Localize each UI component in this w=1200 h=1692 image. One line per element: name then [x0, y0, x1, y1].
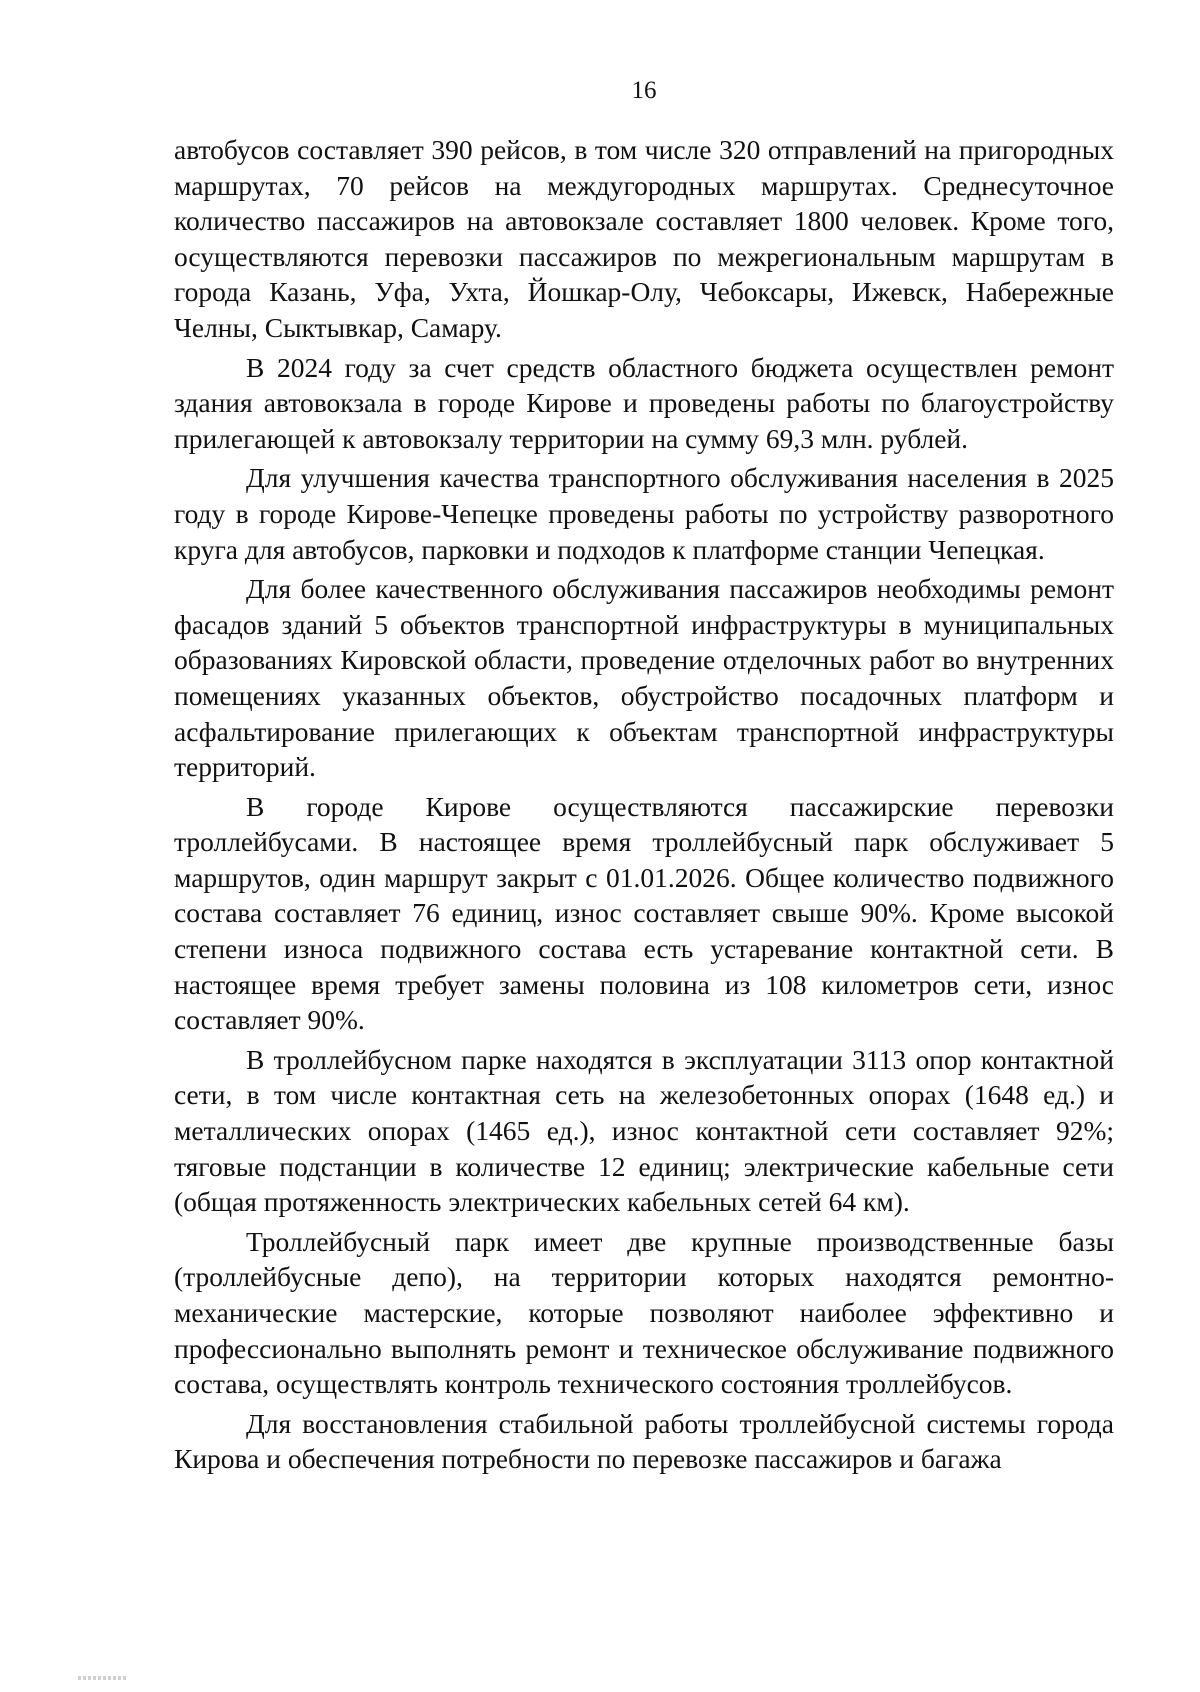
paragraph-contact-network: В троллейбусном парке находятся в эксплуатации 3113 опор контактной сети, в том числе контактная сеть на железобетонных опорах (1648 ед.) и металлических опорах (1465 ед.), износ контактной сети составляет 92%; тяговые подстанции в количестве 12 единиц; электрические кабельные сети (общая протяженность электрических кабельных сетей 64 км). — [174, 1043, 1114, 1218]
paragraph-kirovo-chepetsk-works: Для улучшения качества транспортного обслуживания населения в 2025 году в городе Кирове-Чепецке проведены работы по устройству разворотного круга для автобусов, парковки и подходов к платформе станции Чепецкая. — [174, 462, 1114, 565]
document-body — [174, 132, 1114, 1477]
page-number: 16 — [631, 77, 657, 104]
paragraph-trolleybus-transport: В городе Кирове осуществляются пассажирские перевозки троллейбусами. В настоящее время троллейбусный парк обслуживает 5 маршрутов, один маршрут закрыт с 01.01.2026. Общее количество подвижного состава составляет 76 единиц, износ составляет свыше 90%. Кроме высокой степени износа подвижного состава есть устаревание контактной сети. В настоящее время требует замены половина из 108 километров сети, износ составляет 90%. — [174, 790, 1114, 1036]
scan-artifact-mark — [78, 1676, 126, 1680]
paragraph-bus-station-repair: В 2024 году за счет средств областного бюджета осуществлен ремонт здания автовокзала в городе Кирове и проведены работы по благоустройству прилегающей к автовокзалу территории на сумму 69,3 млн. рублей. — [174, 351, 1114, 454]
paragraph-trolleybus-depots: Троллейбусный парк имеет две крупные производственные базы (троллейбусные депо), на территории которых находятся ремонтно-механические мастерские, которые позволяют наиболее эффективно и профессионально выполнять ремонт и техническое обслуживание подвижного состава, осуществлять контроль технического состояния троллейбусов. — [174, 1225, 1114, 1400]
paragraph-infrastructure-needs: Для более качественного обслуживания пассажиров необходимы ремонт фасадов зданий 5 объектов транспортной инфраструктуры в муниципальных образованиях Кировской области, проведение отделочных работ во внутренних помещениях указанных объектов, обустройство посадочных платформ и асфальтирование прилегающих к объектам транспортной инфраструктуры территорий. — [174, 573, 1114, 783]
paragraph-bus-station-trips: автобусов составляет 390 рейсов, в том числе 320 отправлений на пригородных маршрутах, 70 рейсов на междугородных маршрутах. Среднесуточное количество пассажиров на автовокзале составляет 1800 человек. Кроме того, осуществляются перевозки пассажиров по межрегиональным маршрутам в города Казань, Уфа, Ухта, Йошкар-Олу, Чебоксары, Ижевск, Набережные Челны, Сыктывкар, Самару. — [174, 134, 1114, 343]
paragraph-trolleybus-restoration: Для восстановления стабильной работы троллейбусной системы города Кирова и обеспечения потребности по перевозке пассажиров и багажа — [174, 1407, 1114, 1475]
